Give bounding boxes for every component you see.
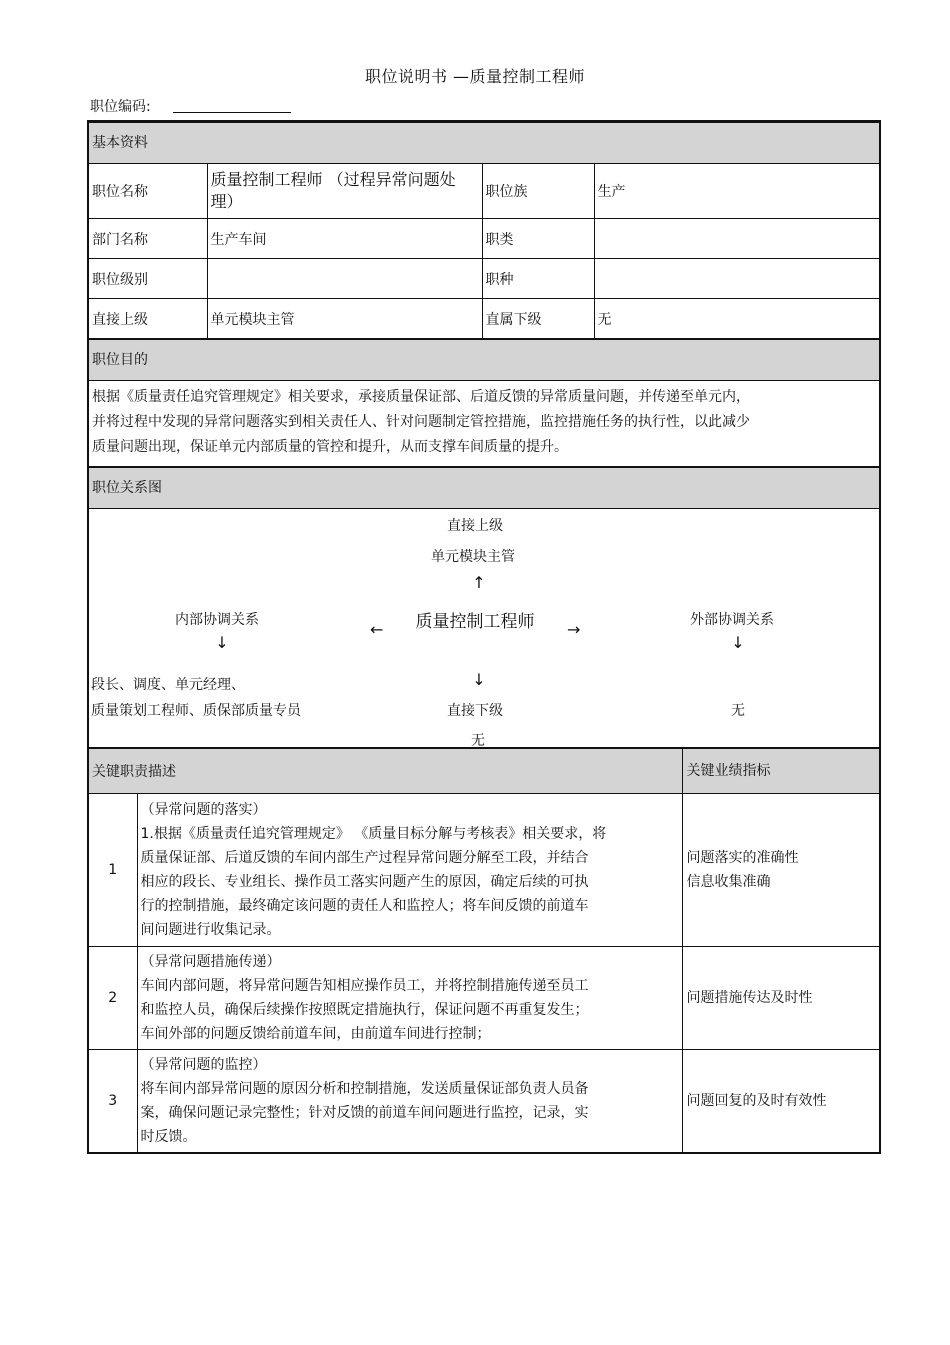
kpi-line: 问题回复的及时有效性 <box>686 1093 827 1109</box>
down-arrow-icon: ↓ <box>731 633 745 652</box>
down-arrow-icon: ↓ <box>215 633 229 652</box>
table-row <box>89 947 879 1050</box>
kpi-line: 信息收集准确 <box>686 874 771 890</box>
duty-number: 1 <box>89 794 137 947</box>
page-title: 职位说明书 —质量控制工程师 <box>364 67 586 86</box>
duty-line: 车间外部的问题反馈给前道车间，由前道车间进行控制； <box>140 1026 491 1042</box>
duty-number: 3 <box>89 1050 137 1153</box>
relation-superior-value: 单元模块主管 <box>431 549 515 565</box>
relation-superior-label: 直接上级 <box>447 518 503 534</box>
duties-section <box>87 747 881 1154</box>
category-label: 职类 <box>482 219 594 259</box>
duty-description <box>137 947 682 1050</box>
purpose-line: 并将过程中发现的异常问题落实到相关责任人、针对问题制定管控措施，监控措施任务的执行性，以此减少 <box>92 414 750 430</box>
relation-subordinate-value: 无 <box>471 733 485 749</box>
duty-line: 质量保证部、后道反馈的车间内部生产过程异常问题分解至工段，并结合 <box>140 850 589 866</box>
duty-line: 和监控人员，确保后续操作按照既定措施执行，保证问题不再重复发生； <box>140 1002 589 1018</box>
family-label: 职位族 <box>482 164 594 219</box>
kpi-line: 问题落实的准确性 <box>686 850 799 866</box>
kpi-line: 问题措施传达及时性 <box>686 990 813 1006</box>
type-label: 职种 <box>482 259 594 299</box>
duty-line: （异常问题的监控） <box>140 1057 267 1073</box>
table-row <box>89 259 879 299</box>
duties-header: 关键职责描述 <box>89 749 682 794</box>
duty-line: 车间内部问题，将异常问题告知相应操作员工，并将控制措施传递至员工 <box>140 978 589 994</box>
duty-line: （异常问题的落实） <box>140 802 267 818</box>
position-name-label: 职位名称 <box>89 164 207 219</box>
external-relation-label: 外部协调关系 <box>690 612 774 628</box>
duty-kpi <box>682 947 879 1050</box>
table-row <box>89 794 879 947</box>
duty-kpi <box>682 794 879 947</box>
basic-info-header: 基本资料 <box>89 123 879 164</box>
purpose-line: 质量问题出现，保证单元内部质量的管控和提升，从而支撑车间质量的提升。 <box>92 439 568 455</box>
right-arrow-icon: → <box>567 620 581 639</box>
purpose-header: 职位目的 <box>89 338 879 381</box>
duty-line: 间问题进行收集记录。 <box>140 922 281 938</box>
table-row <box>89 164 879 219</box>
internal-relation-line: 质量策划工程师、质保部质量专员 <box>91 703 301 719</box>
duty-line: 1.根据《质量责任追究管理规定》 《质量目标分解与考核表》相关要求，将 <box>140 826 607 842</box>
duty-description <box>137 794 682 947</box>
kpi-header: 关键业绩指标 <box>682 749 879 794</box>
subordinate-label: 直属下级 <box>482 299 594 339</box>
table-row <box>89 1050 879 1153</box>
category-value <box>594 219 879 259</box>
position-code-label: 职位编码: <box>90 99 151 115</box>
dept-value: 生产车间 <box>207 219 482 259</box>
level-value <box>207 259 482 299</box>
job-description-form <box>87 120 881 755</box>
table-row <box>89 219 879 259</box>
duty-description <box>137 1050 682 1153</box>
purpose-line: 根据《质量责任追究管理规定》相关要求，承接质量保证部、后道反馈的异常质量问题，并传递至单元内， <box>92 389 750 405</box>
purpose-text <box>89 381 879 467</box>
position-code <box>90 96 291 116</box>
relation-diagram <box>89 509 879 753</box>
family-value: 生产 <box>594 164 879 219</box>
basic-info-table <box>89 164 879 338</box>
duty-line: 将车间内部异常问题的原因分析和控制措施，发送质量保证部负责人员备 <box>140 1081 589 1097</box>
table-row <box>89 299 879 339</box>
left-arrow-icon: ← <box>370 620 384 639</box>
superior-value: 单元模块主管 <box>207 299 482 339</box>
duty-line: 行的控制措施，最终确定该问题的责任人和监控人；将车间反馈的前道车 <box>140 898 589 914</box>
position-name-value: 质量控制工程师 （过程异常问题处理） <box>207 164 482 219</box>
table-row <box>89 749 879 794</box>
duties-table <box>89 749 879 1152</box>
duty-number: 2 <box>89 947 137 1050</box>
duty-line: 案，确保问题记录完整性；针对反馈的前道车间问题进行监控，记录，实 <box>140 1105 589 1121</box>
internal-relation-label: 内部协调关系 <box>175 612 259 628</box>
position-code-blank <box>173 98 291 113</box>
internal-relation-line: 段长、调度、单元经理、 <box>91 677 245 693</box>
relation-subordinate-label: 直接下级 <box>447 703 503 719</box>
type-value <box>594 259 879 299</box>
relation-center-position: 质量控制工程师 <box>415 612 535 632</box>
duty-kpi <box>682 1050 879 1153</box>
external-relation-value: 无 <box>731 703 745 719</box>
duty-line: 时反馈。 <box>140 1129 197 1145</box>
dept-label: 部门名称 <box>89 219 207 259</box>
superior-label: 直接上级 <box>89 299 207 339</box>
subordinate-value: 无 <box>594 299 879 339</box>
duty-line: （异常问题措施传递） <box>140 954 281 970</box>
relation-header: 职位关系图 <box>89 467 879 509</box>
duty-line: 相应的段长、专业组长、操作员工落实问题产生的原因，确定后续的可执 <box>140 874 589 890</box>
up-arrow-icon: ↑ <box>472 573 486 592</box>
down-arrow-icon: ↓ <box>472 670 486 689</box>
level-label: 职位级别 <box>89 259 207 299</box>
